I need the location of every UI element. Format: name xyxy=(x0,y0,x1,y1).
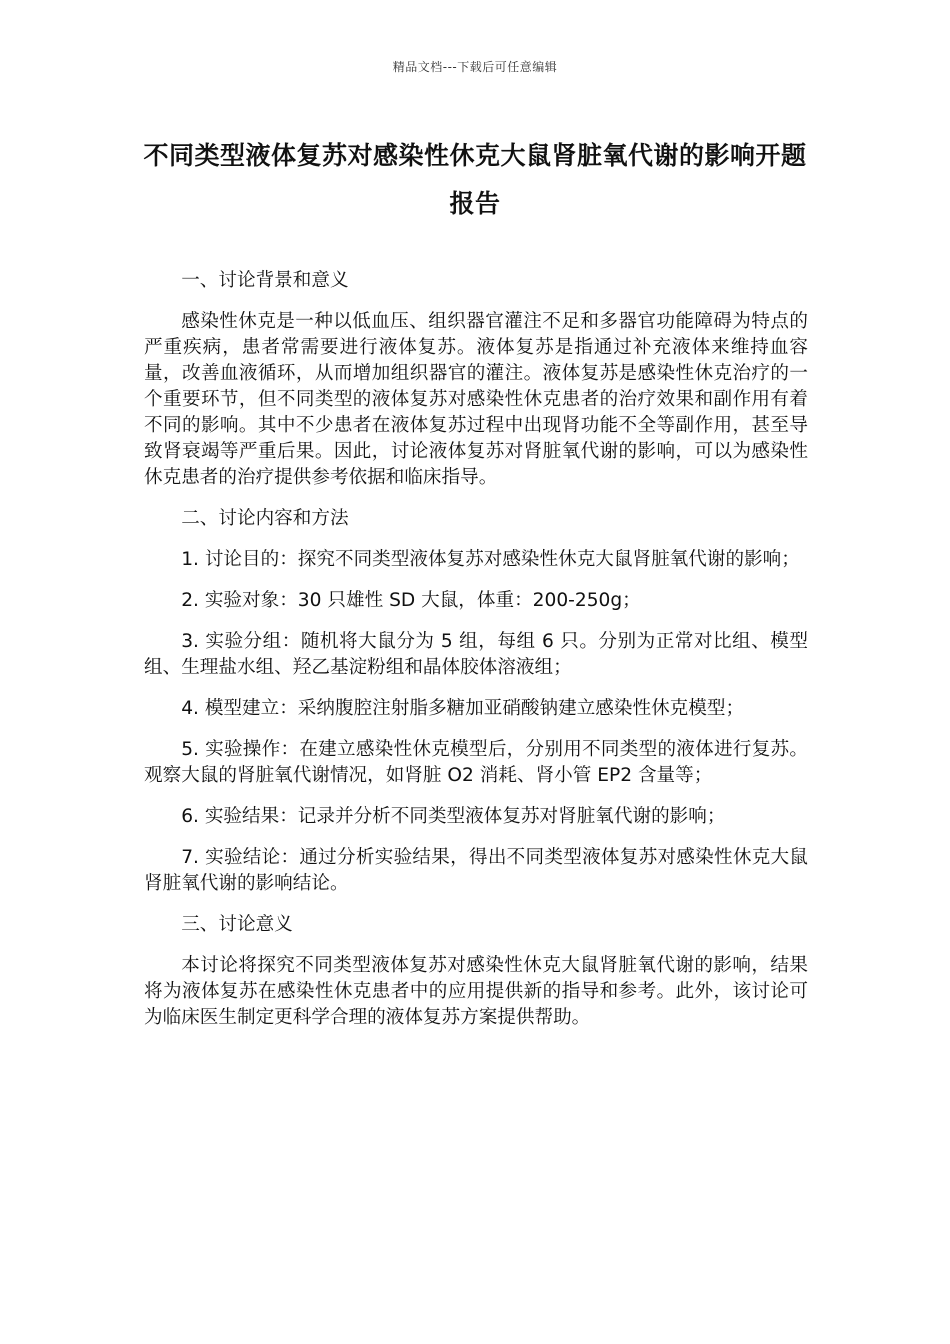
method-item: 7. 实验结论：通过分析实验结果，得出不同类型液体复苏对感染性休克大鼠肾脏氧代谢的影响结论。 xyxy=(144,847,808,894)
method-item: 4. 模型建立：采纳腹腔注射脂多糖加亚硝酸钠建立感染性休克模型； xyxy=(181,698,745,719)
paragraph-significance: 本讨论将探究不同类型液体复苏对感染性休克大鼠肾脏氧代谢的影响，结果将为液体复苏在感染性休克患者中的应用提供新的指导和参考。此外，该讨论可为临床医生制定更科学合理的液体复苏方案提供帮助。 xyxy=(144,955,808,1028)
section-heading-significance: 三、讨论意义 xyxy=(181,914,293,935)
method-item: 2. 实验对象：30 只雄性 SD 大鼠，体重：200-250g； xyxy=(181,590,641,611)
method-item: 6. 实验结果：记录并分析不同类型液体复苏对肾脏氧代谢的影响； xyxy=(181,806,726,827)
method-item: 5. 实验操作：在建立感染性休克模型后，分别用不同类型的液体进行复苏。观察大鼠的肾脏氧代谢情况，如肾脏 O2 消耗、肾小管 EP2 含量等； xyxy=(144,739,808,786)
document-body xyxy=(144,268,808,1046)
header-note: 精品文档---下载后可任意编辑 xyxy=(392,60,558,74)
method-item: 3. 实验分组：随机将大鼠分为 5 组，每组 6 只。分别为正常对比组、模型组、生理盐水组、羟乙基淀粉组和晶体胶体溶液组； xyxy=(144,631,808,678)
section-heading-background: 一、讨论背景和意义 xyxy=(181,270,349,291)
section-heading-methods: 二、讨论内容和方法 xyxy=(181,508,349,529)
paragraph-background: 感染性休克是一种以低血压、组织器官灌注不足和多器官功能障碍为特点的严重疾病，患者常需要进行液体复苏。液体复苏是指通过补充液体来维持血容量，改善血液循环，从而增加组织器官的灌注。液体复苏是感染性休克治疗的一个重要环节，但不同类型的液体复苏对感染性休克患者的治疗效果和副作用有着不同的影响。其中不少患者在液体复苏过程中出现肾功能不全等副作用，甚至导致肾衰竭等严重后果。因此，讨论液体复苏对肾脏氧代谢的影响，可以为感染性休克患者的治疗提供参考依据和临床指导。 xyxy=(144,311,808,488)
method-item: 1. 讨论目的：探究不同类型液体复苏对感染性休克大鼠肾脏氧代谢的影响； xyxy=(181,549,800,570)
document-title: 不同类型液体复苏对感染性休克大鼠肾脏氧代谢的影响开题报告 xyxy=(143,141,807,218)
